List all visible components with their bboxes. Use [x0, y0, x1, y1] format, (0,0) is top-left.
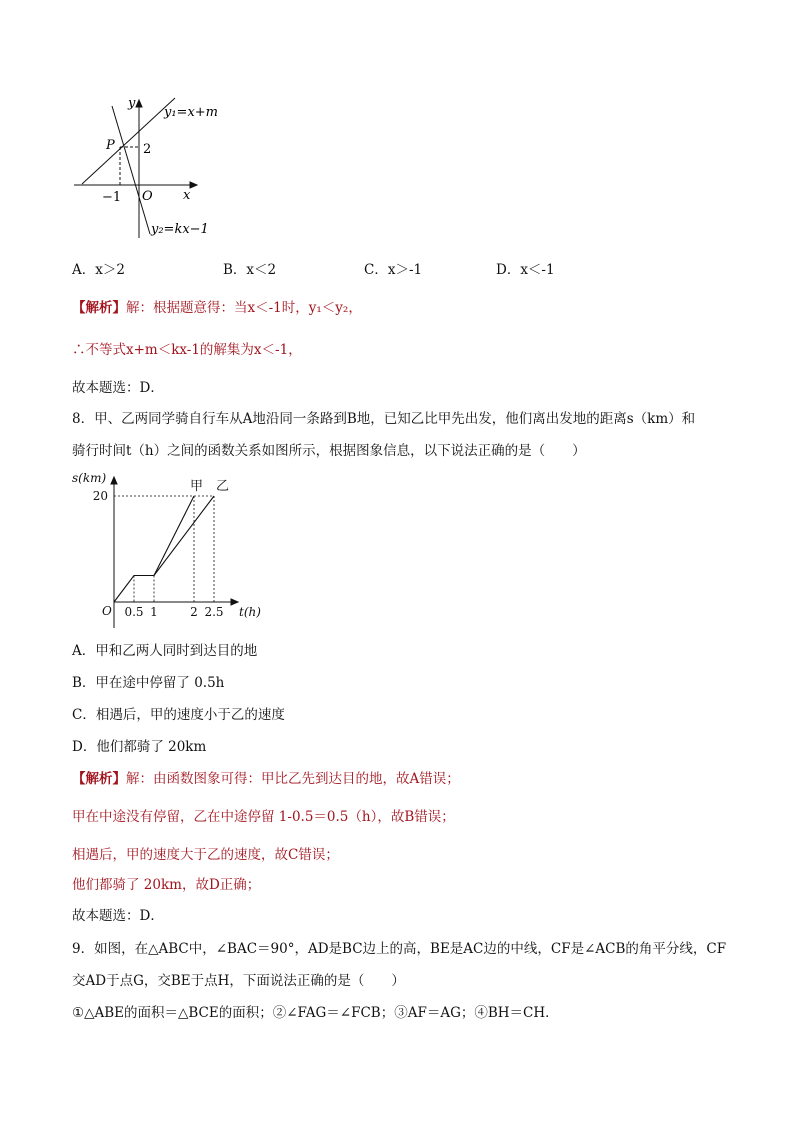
q8-stem-line2: 骑行时间t（h）之间的函数关系如图所示，根据图象信息，以下说法正确的是（ ）	[72, 443, 586, 459]
x-axis-label: x	[183, 188, 191, 203]
x-axis-title: t(h)	[239, 605, 261, 619]
q9-stem-line2: 交AD于点G，交BE于点H，下面说法正确的是（ ）	[72, 973, 405, 989]
q8-analysis-line1: 【解析】解：由函数图象可得：甲比乙先到达目的地，故A错误；	[72, 771, 460, 787]
q8-option-b: B．甲在途中停留了 0.5h	[72, 675, 225, 691]
analysis-tag: 【解析】	[72, 300, 126, 316]
q7-option-c: C．x＞-1	[364, 262, 423, 278]
y1-label: y₁=x+m	[164, 105, 218, 120]
x-tick-label: 2	[190, 605, 198, 619]
y2-label: y₂=kx−1	[151, 222, 209, 237]
chart-x-axis-arrow	[231, 599, 238, 605]
q8-analysis-line2: 甲在中途没有停留，乙在中途停留 1-0.5＝0.5（h），故B错误；	[72, 809, 455, 825]
q8-option-a: A．甲和乙两人同时到达目的地	[72, 643, 258, 659]
x-axis-arrow	[190, 182, 197, 188]
x-tick-label: 2.5	[204, 605, 224, 619]
line-y2	[112, 106, 150, 234]
series-line-2	[114, 496, 214, 602]
y-axis-title: s(km)	[72, 471, 107, 485]
origin-label: O	[102, 604, 112, 618]
tick-2-label: 2	[143, 142, 152, 157]
series-line-1	[154, 496, 194, 576]
q8-analysis-line3: 相遇后，甲的速度大于乙的速度，故C错误；	[72, 847, 339, 863]
y-tick-label: 20	[92, 489, 108, 503]
point-p-label: P	[106, 138, 115, 153]
x-tick-label: 0.5	[124, 605, 144, 619]
analysis-tag: 【解析】	[72, 771, 126, 787]
x-tick-label: 1	[150, 605, 158, 619]
q7-option-a: A．x＞2	[72, 262, 125, 278]
q8-answer: 故本题选：D．	[72, 908, 164, 924]
q9-statements: ①△ABE的面积＝△BCE的面积；②∠FAG＝∠FCB；③AF＝AG；④BH＝CH．	[72, 1005, 559, 1021]
q9-stem-line1: 9．如图，在△ABC中，∠BAC＝90°，AD是BC边上的高，BE是AC边的中线，CF是∠ACB的角平分线，CF	[72, 941, 727, 957]
q7-analysis-line1: 【解析】解：根据题意得：当x＜-1时，y₁＜y₂，	[72, 300, 362, 316]
y-axis-label: y	[128, 96, 136, 111]
tick-neg1-label: −1	[102, 190, 122, 205]
q7-option-b: B．x＜2	[223, 262, 277, 278]
chart-y-axis-arrow	[111, 477, 117, 484]
q8-option-d: D．他们都骑了 20km	[72, 739, 207, 755]
q8-option-c: C．相遇后，甲的速度小于乙的速度	[72, 707, 285, 723]
q7-answer: 故本题选：D．	[72, 380, 164, 396]
q7-analysis-line2: ∴不等式x+m＜kx-1的解集为x＜-1，	[72, 342, 302, 358]
q8-analysis-line4: 他们都骑了 20km，故D正确；	[72, 877, 261, 893]
q8-stem-line1: 8．甲、乙两同学骑自行车从A地沿同一条路到B地，已知乙比甲先出发，他们离出发地的距离s（km）和	[72, 411, 696, 427]
linear-functions-graph	[68, 92, 248, 244]
distance-time-chart	[66, 468, 266, 630]
y-axis-arrow	[136, 100, 142, 107]
series-name-label: 甲	[190, 479, 204, 494]
series-name-label: 乙	[216, 479, 230, 494]
origin-label: O	[142, 189, 153, 204]
q7-option-d: D．x＜-1	[496, 262, 555, 278]
